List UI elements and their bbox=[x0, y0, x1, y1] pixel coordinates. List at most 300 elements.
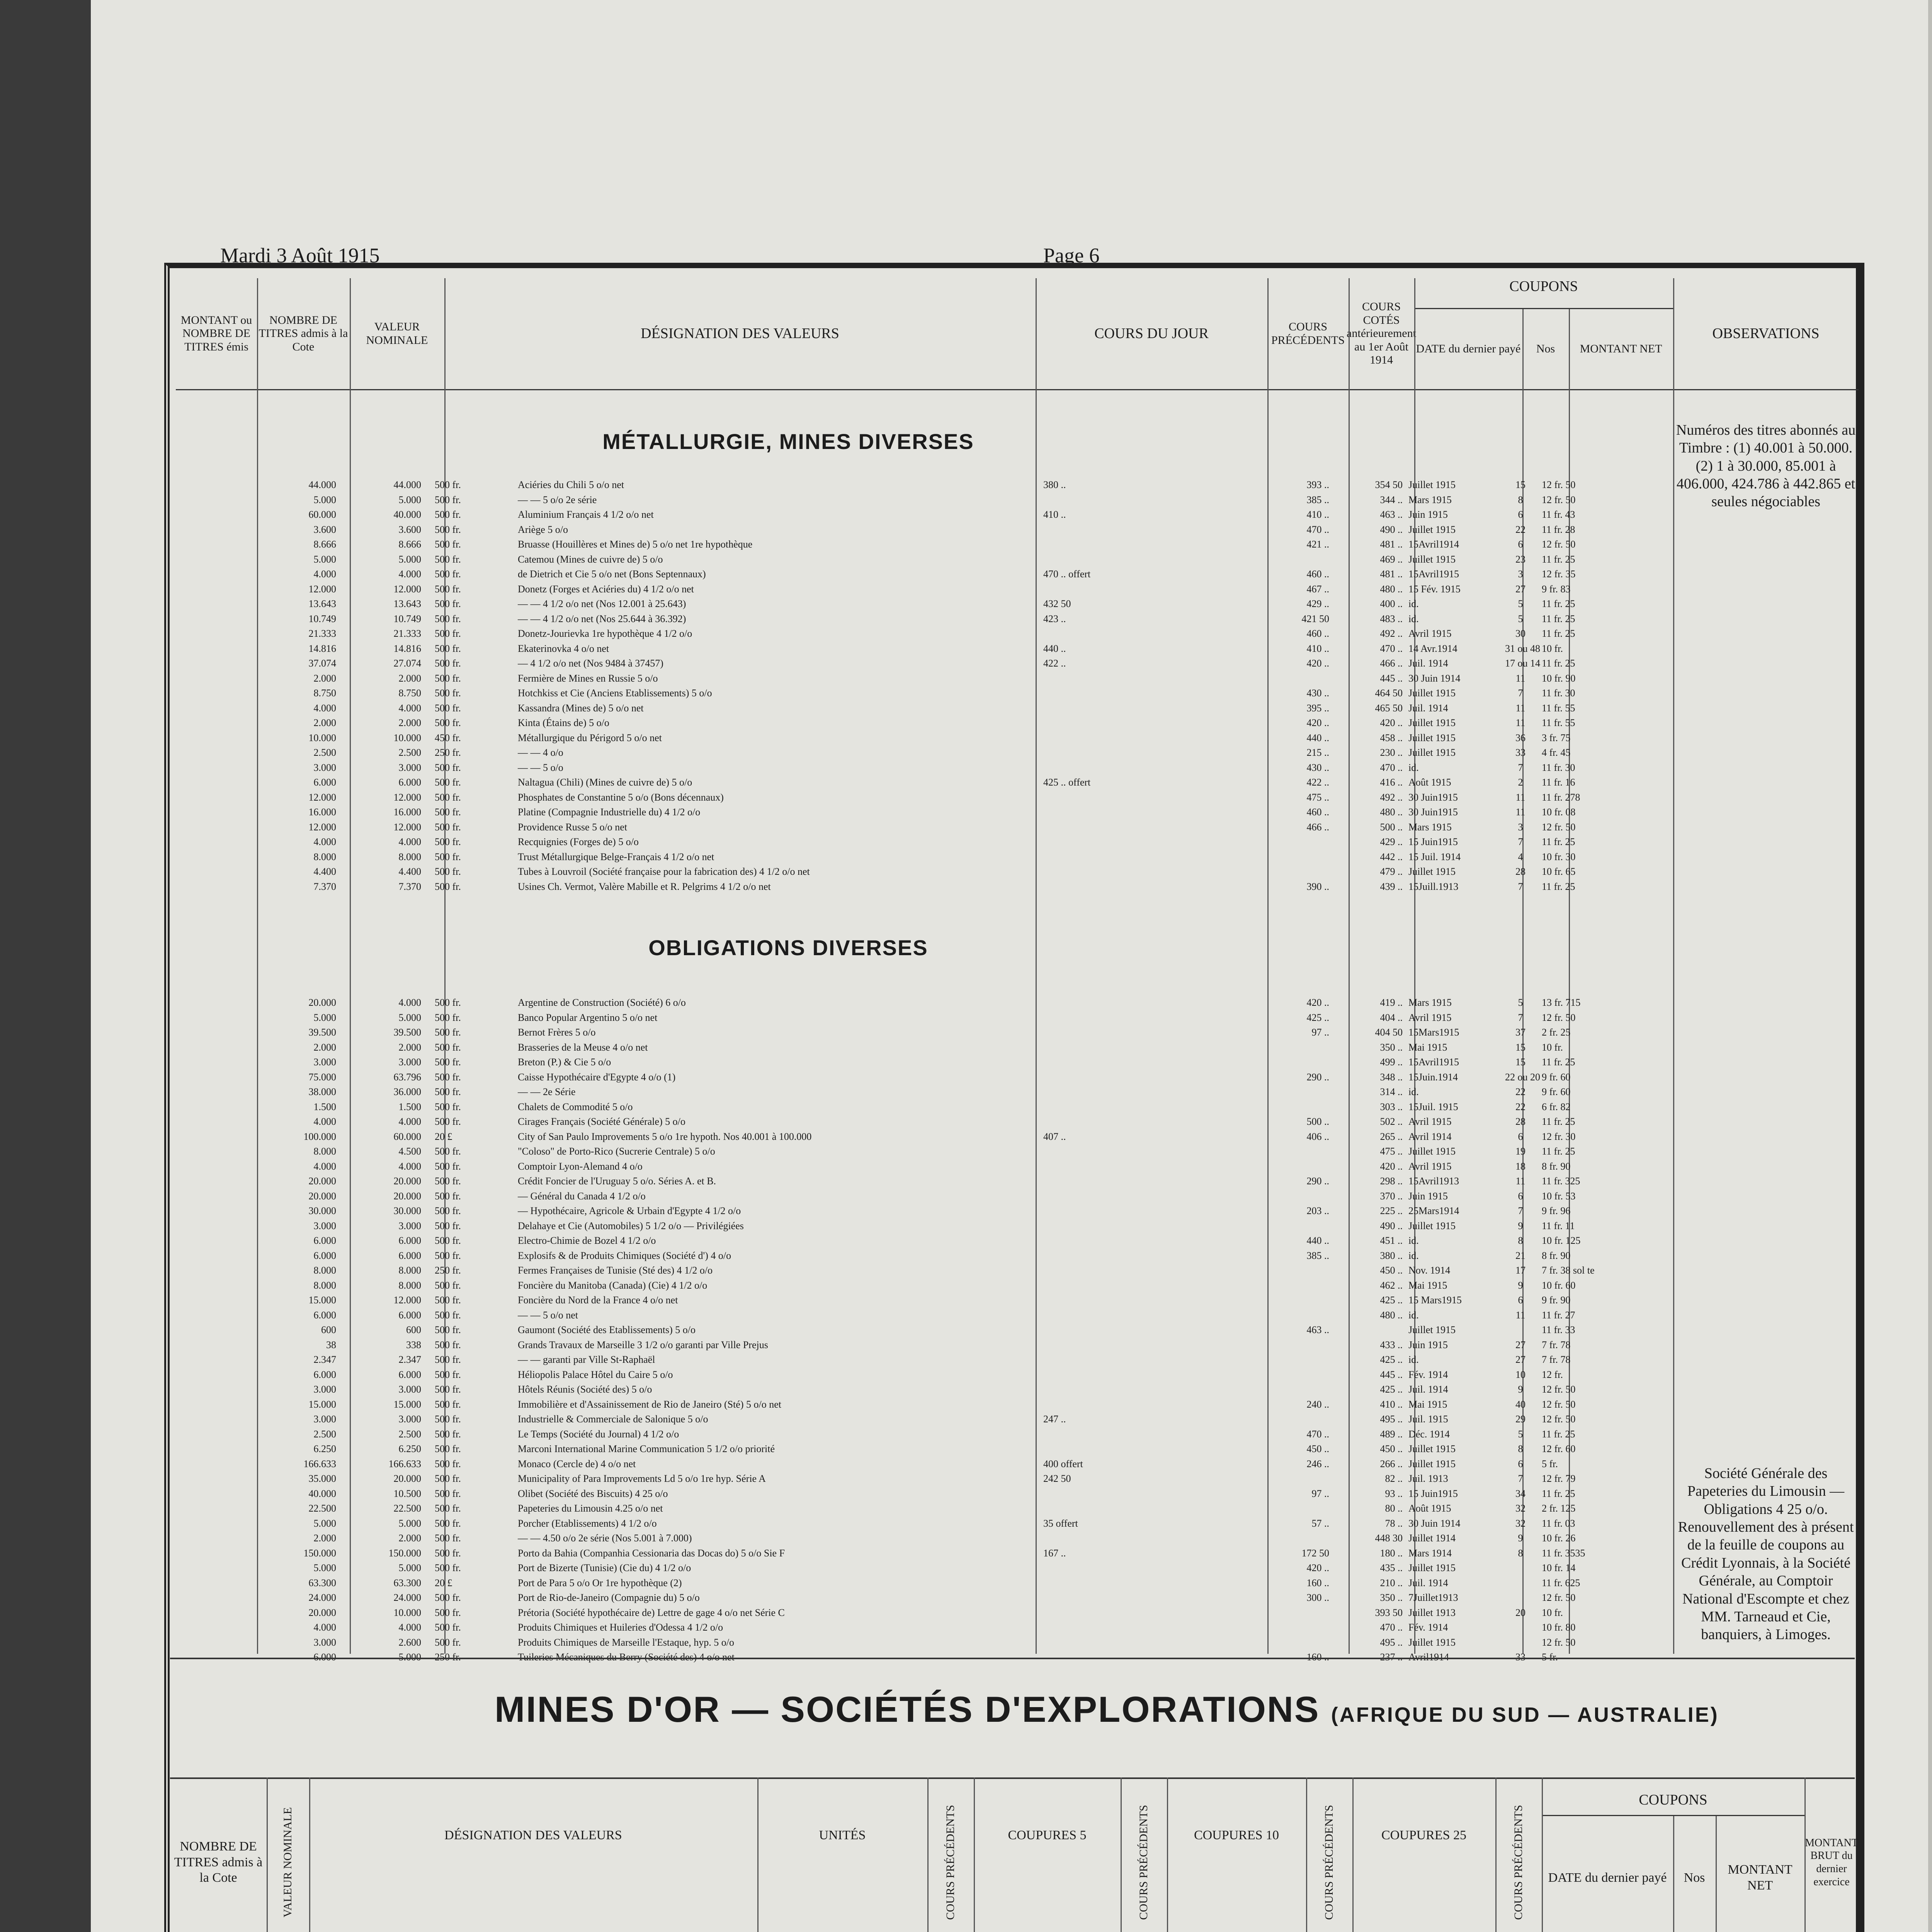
cell-no: 5 bbox=[1518, 997, 1523, 1008]
cell-net: 10 fr. 60 bbox=[1542, 1279, 1576, 1291]
cell-val: 500 fr. bbox=[435, 553, 461, 565]
cell-des: Chalets de Commodité 5 o/o bbox=[518, 1101, 633, 1112]
cell-des: — — 5 o/o bbox=[518, 762, 563, 773]
cell-no: 8 bbox=[1518, 494, 1523, 505]
cell-net: 12 fr. 50 bbox=[1542, 1592, 1576, 1603]
cell-date: Juil. 1913 bbox=[1408, 1473, 1448, 1484]
cell-n1: 38.000 bbox=[308, 1086, 336, 1097]
cell-n1: 60.000 bbox=[308, 509, 336, 520]
cell-ant: 445 .. bbox=[1380, 1369, 1403, 1380]
cell-des: Argentine de Construction (Société) 6 o/o bbox=[518, 997, 686, 1008]
cell-val: 500 fr. bbox=[435, 1309, 461, 1321]
cell-net: 2 fr. 125 bbox=[1542, 1503, 1576, 1514]
cell-n1: 3.000 bbox=[313, 1384, 336, 1395]
cell-n1: 4.000 bbox=[313, 1622, 336, 1633]
cell-no: 9 bbox=[1518, 1220, 1523, 1231]
cell-prec: 460 .. bbox=[1306, 628, 1329, 639]
table-row bbox=[270, 1503, 1847, 1514]
col-rule bbox=[1121, 1777, 1122, 1932]
cell-net: 7 fr. 78 bbox=[1542, 1354, 1571, 1365]
cell-net: 5 fr. bbox=[1542, 1458, 1558, 1469]
cell-des: Kinta (Étains de) 5 o/o bbox=[518, 717, 609, 728]
cell-des: Olibet (Société des Biscuits) 4 25 o/o bbox=[518, 1488, 668, 1499]
cell-no: 22 bbox=[1515, 1086, 1526, 1097]
cell-n1: 1.500 bbox=[313, 1101, 336, 1112]
cell-n1: 7.370 bbox=[313, 881, 336, 892]
cell-date: 15 Mars1915 bbox=[1408, 1294, 1462, 1306]
cell-n1: 2.500 bbox=[313, 1428, 336, 1440]
table-row bbox=[270, 598, 1847, 610]
cell-ant: 380 .. bbox=[1380, 1250, 1403, 1261]
cell-no: 5 bbox=[1518, 613, 1523, 624]
col-rule bbox=[974, 1777, 975, 1932]
cell-n2: 8.000 bbox=[398, 851, 421, 862]
header-valeur: VALEUR NOMINALE bbox=[350, 278, 444, 390]
cell-val: 500 fr. bbox=[435, 1027, 461, 1038]
cell-ant: 490 .. bbox=[1380, 524, 1403, 535]
header-net: MONTANT NET bbox=[1569, 309, 1673, 390]
table-row bbox=[270, 687, 1847, 699]
observations-metallurgie: Numéros des titres abonnés au Timbre : (1) 40.001 à 50.000. (2) 1 à 30.000, 85.001 à 406.000, 424.786 à 442.865 et seules négociables bbox=[1676, 422, 1856, 510]
cell-ant: 481 .. bbox=[1380, 539, 1403, 550]
cell-n2: 3.000 bbox=[398, 1384, 421, 1395]
cell-net: 12 fr. 50 bbox=[1542, 1636, 1576, 1648]
cell-des: Produits Chimiques et Huileries d'Odessa 4 1/2 o/o bbox=[518, 1622, 723, 1633]
table-row bbox=[270, 777, 1847, 788]
table-row bbox=[270, 1175, 1847, 1187]
cell-no: 6 bbox=[1518, 539, 1523, 550]
cell-date: 30 Juin1915 bbox=[1408, 791, 1458, 803]
cell-prec: 160 .. bbox=[1306, 1577, 1329, 1588]
table-row bbox=[270, 806, 1847, 818]
cell-no: 27 bbox=[1515, 1339, 1526, 1350]
cell-des: Porto da Bahia (Companhia Cessionaria das Docas do) 5 o/o Sie F bbox=[518, 1547, 785, 1559]
cell-date: 15Avril1914 bbox=[1408, 539, 1459, 550]
cell-val: 500 fr. bbox=[435, 997, 461, 1008]
table-row bbox=[270, 1116, 1847, 1128]
cell-ant: 475 .. bbox=[1380, 1146, 1403, 1157]
cell-date: 30 Juin1915 bbox=[1408, 806, 1458, 818]
cell-des: Gaumont (Société des Etablissements) 5 o/o bbox=[518, 1324, 696, 1335]
cell-n1: 40.000 bbox=[308, 1488, 336, 1499]
cell-prec: 390 .. bbox=[1306, 881, 1329, 892]
cell-des: Comptoir Lyon-Alemand 4 o/o bbox=[518, 1160, 643, 1172]
header-coupons: COUPONS bbox=[1414, 278, 1673, 309]
cell-date: 15Juin.1914 bbox=[1408, 1071, 1458, 1083]
table-row bbox=[270, 732, 1847, 744]
cell-ant: 448 30 bbox=[1375, 1532, 1403, 1544]
cell-ant: 298 .. bbox=[1380, 1175, 1403, 1187]
cell-net: 7 fr. 78 bbox=[1542, 1339, 1571, 1350]
cell-val: 500 fr. bbox=[435, 1443, 461, 1454]
cell-n2: 5.000 bbox=[398, 1012, 421, 1023]
cell-des: Hôtels Réunis (Société des) 5 o/o bbox=[518, 1384, 652, 1395]
cell-date: Juillet 1915 bbox=[1408, 553, 1456, 565]
cell-n1: 2.000 bbox=[313, 1532, 336, 1544]
cell-des: Porcher (Etablissements) 4 1/2 o/o bbox=[518, 1517, 657, 1529]
cell-ant: 479 .. bbox=[1380, 866, 1403, 877]
cell-date: Fév. 1914 bbox=[1408, 1369, 1448, 1380]
cell-date: Août 1915 bbox=[1408, 1503, 1451, 1514]
cell-net: 10 fr. 53 bbox=[1542, 1190, 1576, 1202]
cell-n1: 12.000 bbox=[308, 583, 336, 595]
cell-date: 15Avril1913 bbox=[1408, 1175, 1459, 1187]
cell-val: 500 fr. bbox=[435, 583, 461, 595]
cell-n2: 15.000 bbox=[393, 1398, 421, 1410]
cell-date: Juillet 1915 bbox=[1408, 1146, 1456, 1157]
cell-net: 11 fr. 43 bbox=[1542, 509, 1575, 520]
cell-no: 15 bbox=[1515, 1056, 1526, 1068]
cell-net: 11 fr. 25 bbox=[1542, 1056, 1575, 1068]
m-header-unites: UNITÉS bbox=[819, 1828, 866, 1842]
cell-val: 500 fr. bbox=[435, 1146, 461, 1157]
cell-n1: 39.500 bbox=[308, 1027, 336, 1038]
cell-n1: 4.000 bbox=[313, 1160, 336, 1172]
table-row bbox=[270, 836, 1847, 848]
cell-net: 11 fr. 03 bbox=[1542, 1517, 1575, 1529]
cell-n1: 21.333 bbox=[308, 628, 336, 639]
cell-no: 32 bbox=[1515, 1517, 1526, 1529]
cell-no: 19 bbox=[1515, 1146, 1526, 1157]
cell-ant: 314 .. bbox=[1380, 1086, 1403, 1097]
cell-n1: 5.000 bbox=[313, 553, 336, 565]
cell-prec: 172 50 bbox=[1301, 1547, 1329, 1559]
cell-n1: 6.250 bbox=[313, 1443, 336, 1454]
cell-ant: 429 .. bbox=[1380, 836, 1403, 847]
table-row bbox=[270, 1518, 1847, 1529]
cell-net: 11 fr. 16 bbox=[1542, 777, 1575, 788]
cell-n1: 2.347 bbox=[313, 1354, 336, 1365]
table-row bbox=[270, 792, 1847, 803]
cell-val: 500 fr. bbox=[435, 1622, 461, 1633]
header-designation: DÉSIGNATION DES VALEURS bbox=[444, 278, 1036, 390]
cell-jour: 410 .. bbox=[1043, 509, 1066, 520]
cell-val: 500 fr. bbox=[435, 628, 461, 639]
cell-net: 12 fr. 30 bbox=[1542, 1131, 1576, 1142]
cell-net: 11 fr. 25 bbox=[1542, 1116, 1575, 1127]
table-row bbox=[270, 1443, 1847, 1455]
cell-ant: 420 .. bbox=[1380, 1160, 1403, 1172]
cell-des: Breton (P.) & Cie 5 o/o bbox=[518, 1056, 611, 1068]
cell-n2: 63.300 bbox=[393, 1577, 421, 1588]
cell-date: Juillet 1915 bbox=[1408, 732, 1456, 743]
cell-date: id. bbox=[1408, 1086, 1419, 1097]
table-row bbox=[270, 1413, 1847, 1425]
cell-jour: 400 offert bbox=[1043, 1458, 1083, 1469]
cell-val: 500 fr. bbox=[435, 806, 461, 818]
table-row bbox=[270, 628, 1847, 639]
page-number: Page 6 bbox=[1043, 244, 1100, 267]
cell-net: 9 fr. 96 bbox=[1542, 1205, 1571, 1216]
table-row bbox=[270, 1131, 1847, 1143]
cell-val: 500 fr. bbox=[435, 672, 461, 684]
cell-des: — Hypothécaire, Agricole & Urbain d'Egypte 4 1/2 o/o bbox=[518, 1205, 741, 1216]
cell-jour: 167 .. bbox=[1043, 1547, 1066, 1559]
table-row bbox=[270, 658, 1847, 669]
cell-no: 27 bbox=[1515, 1354, 1526, 1365]
table-row bbox=[270, 1056, 1847, 1068]
cell-prec: 160 .. bbox=[1306, 1651, 1329, 1663]
cell-n2: 14.816 bbox=[393, 643, 421, 654]
cell-no: 7 bbox=[1518, 1012, 1523, 1023]
cell-net: 11 fr. 30 bbox=[1542, 687, 1575, 699]
cell-ant: 93 .. bbox=[1385, 1488, 1403, 1499]
cell-prec: 410 .. bbox=[1306, 643, 1329, 654]
cell-ant: 210 .. bbox=[1380, 1577, 1403, 1588]
cell-prec: 422 .. bbox=[1306, 777, 1329, 788]
cell-net: 11 fr. 55 bbox=[1542, 702, 1575, 714]
cell-net: 2 fr. 25 bbox=[1542, 1027, 1571, 1038]
cell-no: 5 bbox=[1518, 598, 1523, 609]
cell-date: Juillet 1915 bbox=[1408, 524, 1456, 535]
cell-jour: 247 .. bbox=[1043, 1413, 1066, 1425]
cell-ant: 180 .. bbox=[1380, 1547, 1403, 1559]
table-row bbox=[270, 1607, 1847, 1619]
section-title-metallurgie: MÉTALLURGIE, MINES DIVERSES bbox=[602, 429, 974, 454]
cell-n2: 10.000 bbox=[393, 1607, 421, 1618]
cell-val: 500 fr. bbox=[435, 1398, 461, 1410]
table-row bbox=[270, 1027, 1847, 1038]
cell-prec: 470 .. bbox=[1306, 524, 1329, 535]
cell-prec: 470 .. bbox=[1306, 1428, 1329, 1440]
cell-date: Juillet 1915 bbox=[1408, 1220, 1456, 1231]
cell-no: 23 bbox=[1515, 553, 1526, 565]
table-row bbox=[270, 1101, 1847, 1113]
cell-date: 15Juill.1913 bbox=[1408, 881, 1459, 892]
cell-date: 14 Avr.1914 bbox=[1408, 643, 1458, 654]
cell-des: Hotchkiss et Cie (Anciens Etablissements) 5 o/o bbox=[518, 687, 712, 699]
cell-prec: 467 .. bbox=[1306, 583, 1329, 595]
cell-net: 12 fr. 50 bbox=[1542, 1413, 1576, 1425]
cell-prec: 410 .. bbox=[1306, 509, 1329, 520]
cell-ant: 425 .. bbox=[1380, 1294, 1403, 1306]
cell-net: 11 fr. 30 bbox=[1542, 762, 1575, 773]
table-row bbox=[270, 1384, 1847, 1395]
cell-n1: 24.000 bbox=[308, 1592, 336, 1603]
table-row bbox=[270, 702, 1847, 714]
cell-date: Mars 1915 bbox=[1408, 494, 1452, 505]
cell-date: id. bbox=[1408, 1354, 1419, 1365]
cell-no: 17 ou 14 bbox=[1505, 658, 1540, 669]
cell-n2: 5.000 bbox=[398, 553, 421, 565]
col-rule bbox=[1716, 1816, 1717, 1932]
cell-prec: 290 .. bbox=[1306, 1175, 1329, 1187]
cell-no: 7 bbox=[1518, 1473, 1523, 1484]
cell-des: Bernot Frères 5 o/o bbox=[518, 1027, 596, 1038]
cell-val: 500 fr. bbox=[435, 1354, 461, 1365]
cell-n1: 12.000 bbox=[308, 791, 336, 803]
cell-date: Juillet 1915 bbox=[1408, 1458, 1456, 1469]
cell-n2: 20.000 bbox=[393, 1190, 421, 1202]
cell-date: Juil. 1915 bbox=[1408, 1413, 1448, 1425]
m-header-cours4 bbox=[1495, 1785, 1542, 1932]
cell-des: Papeteries du Limousin 4.25 o/o net bbox=[518, 1503, 663, 1514]
cell-n1: 4.000 bbox=[313, 702, 336, 714]
cell-n2: 12.000 bbox=[393, 1294, 421, 1306]
cell-n2: 2.347 bbox=[398, 1354, 421, 1365]
cell-net: 11 fr. 625 bbox=[1542, 1577, 1580, 1588]
table-row bbox=[270, 1488, 1847, 1500]
cell-ant: 435 .. bbox=[1380, 1562, 1403, 1573]
cell-n2: 10.749 bbox=[393, 613, 421, 624]
cell-no: 3 bbox=[1518, 568, 1523, 580]
cell-des: City of San Paulo Improvements 5 o/o 1re hypoth. Nos 40.001 à 100.000 bbox=[518, 1131, 812, 1142]
cell-net: 12 fr. 50 bbox=[1542, 821, 1576, 833]
cell-jour: 422 .. bbox=[1043, 658, 1066, 669]
cell-net: 10 fr. 14 bbox=[1542, 1562, 1576, 1573]
cell-des: "Coloso" de Porto-Rico (Sucrerie Centrale) 5 o/o bbox=[518, 1146, 715, 1157]
table-row bbox=[270, 554, 1847, 565]
cell-no: 37 bbox=[1515, 1027, 1526, 1038]
cell-no: 11 bbox=[1515, 672, 1526, 684]
cell-ant: 439 .. bbox=[1380, 881, 1403, 892]
cell-val: 500 fr. bbox=[435, 1488, 461, 1499]
cell-val: 500 fr. bbox=[435, 1503, 461, 1514]
table-row bbox=[270, 509, 1847, 520]
m-header-brut: MONTANT BRUT du dernier exercice bbox=[1805, 1837, 1858, 1888]
cell-net: 6 fr. 82 bbox=[1542, 1101, 1571, 1112]
header-cours-precedents: COURS PRÉCÉDENTS bbox=[1267, 278, 1349, 390]
mines-title-main: MINES D'OR — SOCIÉTÉS D'EXPLORATIONS bbox=[495, 1689, 1320, 1730]
cell-des: de Dietrich et Cie 5 o/o net (Bons Septennaux) bbox=[518, 568, 706, 580]
cell-des: Crédit Foncier de l'Uruguay 5 o/o. Séries A. et B. bbox=[518, 1175, 716, 1187]
cell-des: Port de Para 5 o/o Or 1re hypothèque (2) bbox=[518, 1577, 682, 1588]
cell-ant: 404 50 bbox=[1375, 1027, 1403, 1038]
cell-net: 4 fr. 45 bbox=[1542, 747, 1571, 758]
cell-des: Marconi International Marine Communication 5 1/2 o/o priorité bbox=[518, 1443, 775, 1454]
cell-net: 11 fr. 25 bbox=[1542, 1428, 1575, 1440]
table-row bbox=[270, 1161, 1847, 1172]
cell-n2: 4.000 bbox=[398, 836, 421, 847]
cell-n1: 6.000 bbox=[313, 777, 336, 788]
cell-prec: 406 .. bbox=[1306, 1131, 1329, 1142]
table-row bbox=[270, 1205, 1847, 1217]
cell-no: 28 bbox=[1515, 866, 1526, 877]
cell-date: Juil. 1914 bbox=[1408, 1577, 1448, 1588]
cell-net: 10 fr. bbox=[1542, 1607, 1563, 1618]
cell-no: 7 bbox=[1518, 687, 1523, 699]
table-row bbox=[270, 1086, 1847, 1098]
cell-n1: 15.000 bbox=[308, 1398, 336, 1410]
cell-prec: 393 .. bbox=[1306, 479, 1329, 490]
cell-date: Mai 1915 bbox=[1408, 1279, 1447, 1291]
table-row bbox=[270, 479, 1847, 491]
cell-date: Juillet 1913 bbox=[1408, 1607, 1456, 1618]
cell-n2: 2.500 bbox=[398, 1428, 421, 1440]
cell-n2: 2.000 bbox=[398, 1041, 421, 1053]
cell-val: 500 fr. bbox=[435, 1562, 461, 1573]
cell-net: 10 fr. 90 bbox=[1542, 672, 1576, 684]
cell-ant: 419 .. bbox=[1380, 997, 1403, 1008]
col-rule bbox=[1495, 1777, 1497, 1932]
cell-no: 11 bbox=[1515, 1309, 1526, 1321]
cell-net: 13 fr. 715 bbox=[1542, 997, 1581, 1008]
cell-ant: 483 .. bbox=[1380, 613, 1403, 624]
cell-net: 11 fr. 325 bbox=[1542, 1175, 1580, 1187]
cell-prec: 215 .. bbox=[1306, 747, 1329, 758]
cell-no: 11 bbox=[1515, 1175, 1526, 1187]
cell-net: 11 fr. 55 bbox=[1542, 717, 1575, 728]
cell-ant: 230 .. bbox=[1380, 747, 1403, 758]
cell-date: Août 1915 bbox=[1408, 777, 1451, 788]
cell-no: 22 bbox=[1515, 524, 1526, 535]
cell-des: Phosphates de Constantine 5 o/o (Bons décennaux) bbox=[518, 791, 724, 803]
cell-n1: 20.000 bbox=[308, 1607, 336, 1618]
cell-val: 500 fr. bbox=[435, 1369, 461, 1380]
cell-des: Kassandra (Mines de) 5 o/o net bbox=[518, 702, 644, 714]
cell-date: Juillet 1915 bbox=[1408, 1324, 1456, 1335]
cell-prec: 97 .. bbox=[1311, 1488, 1329, 1499]
table-row bbox=[270, 747, 1847, 759]
cell-n1: 4.000 bbox=[313, 568, 336, 580]
cell-n2: 4.500 bbox=[398, 1146, 421, 1157]
table-row bbox=[270, 997, 1847, 1009]
cell-n1: 75.000 bbox=[308, 1071, 336, 1083]
cell-ant: 82 .. bbox=[1385, 1473, 1403, 1484]
cell-n1: 20.000 bbox=[308, 1190, 336, 1202]
cell-ant: 393 50 bbox=[1375, 1607, 1403, 1618]
cell-date: Déc. 1914 bbox=[1408, 1428, 1450, 1440]
cell-n2: 40.000 bbox=[393, 509, 421, 520]
cell-des: — — 4 o/o bbox=[518, 747, 563, 758]
m-header-date: DATE du dernier payé bbox=[1548, 1870, 1667, 1885]
cell-no: 6 bbox=[1518, 509, 1523, 520]
m-header-net: MONTANT NET bbox=[1728, 1862, 1793, 1893]
cell-date: Juillet 1915 bbox=[1408, 687, 1456, 699]
cell-n1: 4.400 bbox=[313, 866, 336, 877]
cell-net: 12 fr. 35 bbox=[1542, 568, 1576, 580]
cell-date: Juil. 1914 bbox=[1408, 702, 1448, 714]
col-rule bbox=[1306, 1777, 1307, 1932]
cell-ant: 469 .. bbox=[1380, 553, 1403, 565]
cell-net: 9 fr. 90 bbox=[1542, 1294, 1571, 1306]
cell-ant: 370 .. bbox=[1380, 1190, 1403, 1202]
cell-net: 12 fr. bbox=[1542, 1369, 1563, 1380]
cell-val: 500 fr. bbox=[435, 777, 461, 788]
cell-n1: 8.000 bbox=[313, 1265, 336, 1276]
cell-net: 10 fr. bbox=[1542, 643, 1563, 654]
cell-val: 500 fr. bbox=[435, 881, 461, 892]
cell-val: 500 fr. bbox=[435, 1175, 461, 1187]
cell-val: 500 fr. bbox=[435, 836, 461, 847]
cell-n1: 6.000 bbox=[313, 1309, 336, 1321]
cell-net: 11 fr. 25 bbox=[1542, 628, 1575, 639]
m-header-nombre: NOMBRE DE TITRES admis à la Cote bbox=[174, 1839, 263, 1885]
cell-jour: 242 50 bbox=[1043, 1473, 1071, 1484]
cell-no: 33 bbox=[1515, 1651, 1526, 1663]
cell-ant: 420 .. bbox=[1380, 717, 1403, 728]
col-rule bbox=[309, 1777, 310, 1932]
cell-date: Juillet 1914 bbox=[1408, 1532, 1456, 1544]
cell-n2: 10.000 bbox=[393, 732, 421, 743]
cell-des: Grands Travaux de Marseille 3 1/2 o/o garanti par Ville Prejus bbox=[518, 1339, 768, 1350]
section-title-obligations: OBLIGATIONS DIVERSES bbox=[648, 935, 928, 960]
cell-no: 6 bbox=[1518, 1458, 1523, 1469]
cell-jour: 380 .. bbox=[1043, 479, 1066, 490]
cell-n1: 3.000 bbox=[313, 762, 336, 773]
cell-date: Juillet 1915 bbox=[1408, 747, 1456, 758]
cell-ant: 462 .. bbox=[1380, 1279, 1403, 1291]
col-rule bbox=[257, 278, 258, 1654]
m-header-cours1-text: COURS PRÉCÉDENTS bbox=[944, 1805, 957, 1920]
table-row bbox=[270, 1280, 1847, 1291]
cell-n2: 13.643 bbox=[393, 598, 421, 609]
table-row bbox=[270, 1220, 1847, 1232]
cell-des: Métallurgique du Périgord 5 o/o net bbox=[518, 732, 662, 743]
cell-n1: 4.000 bbox=[313, 836, 336, 847]
m-header-coupures25: COUPURES 25 bbox=[1381, 1828, 1467, 1842]
cell-n2: 5.000 bbox=[398, 1517, 421, 1529]
